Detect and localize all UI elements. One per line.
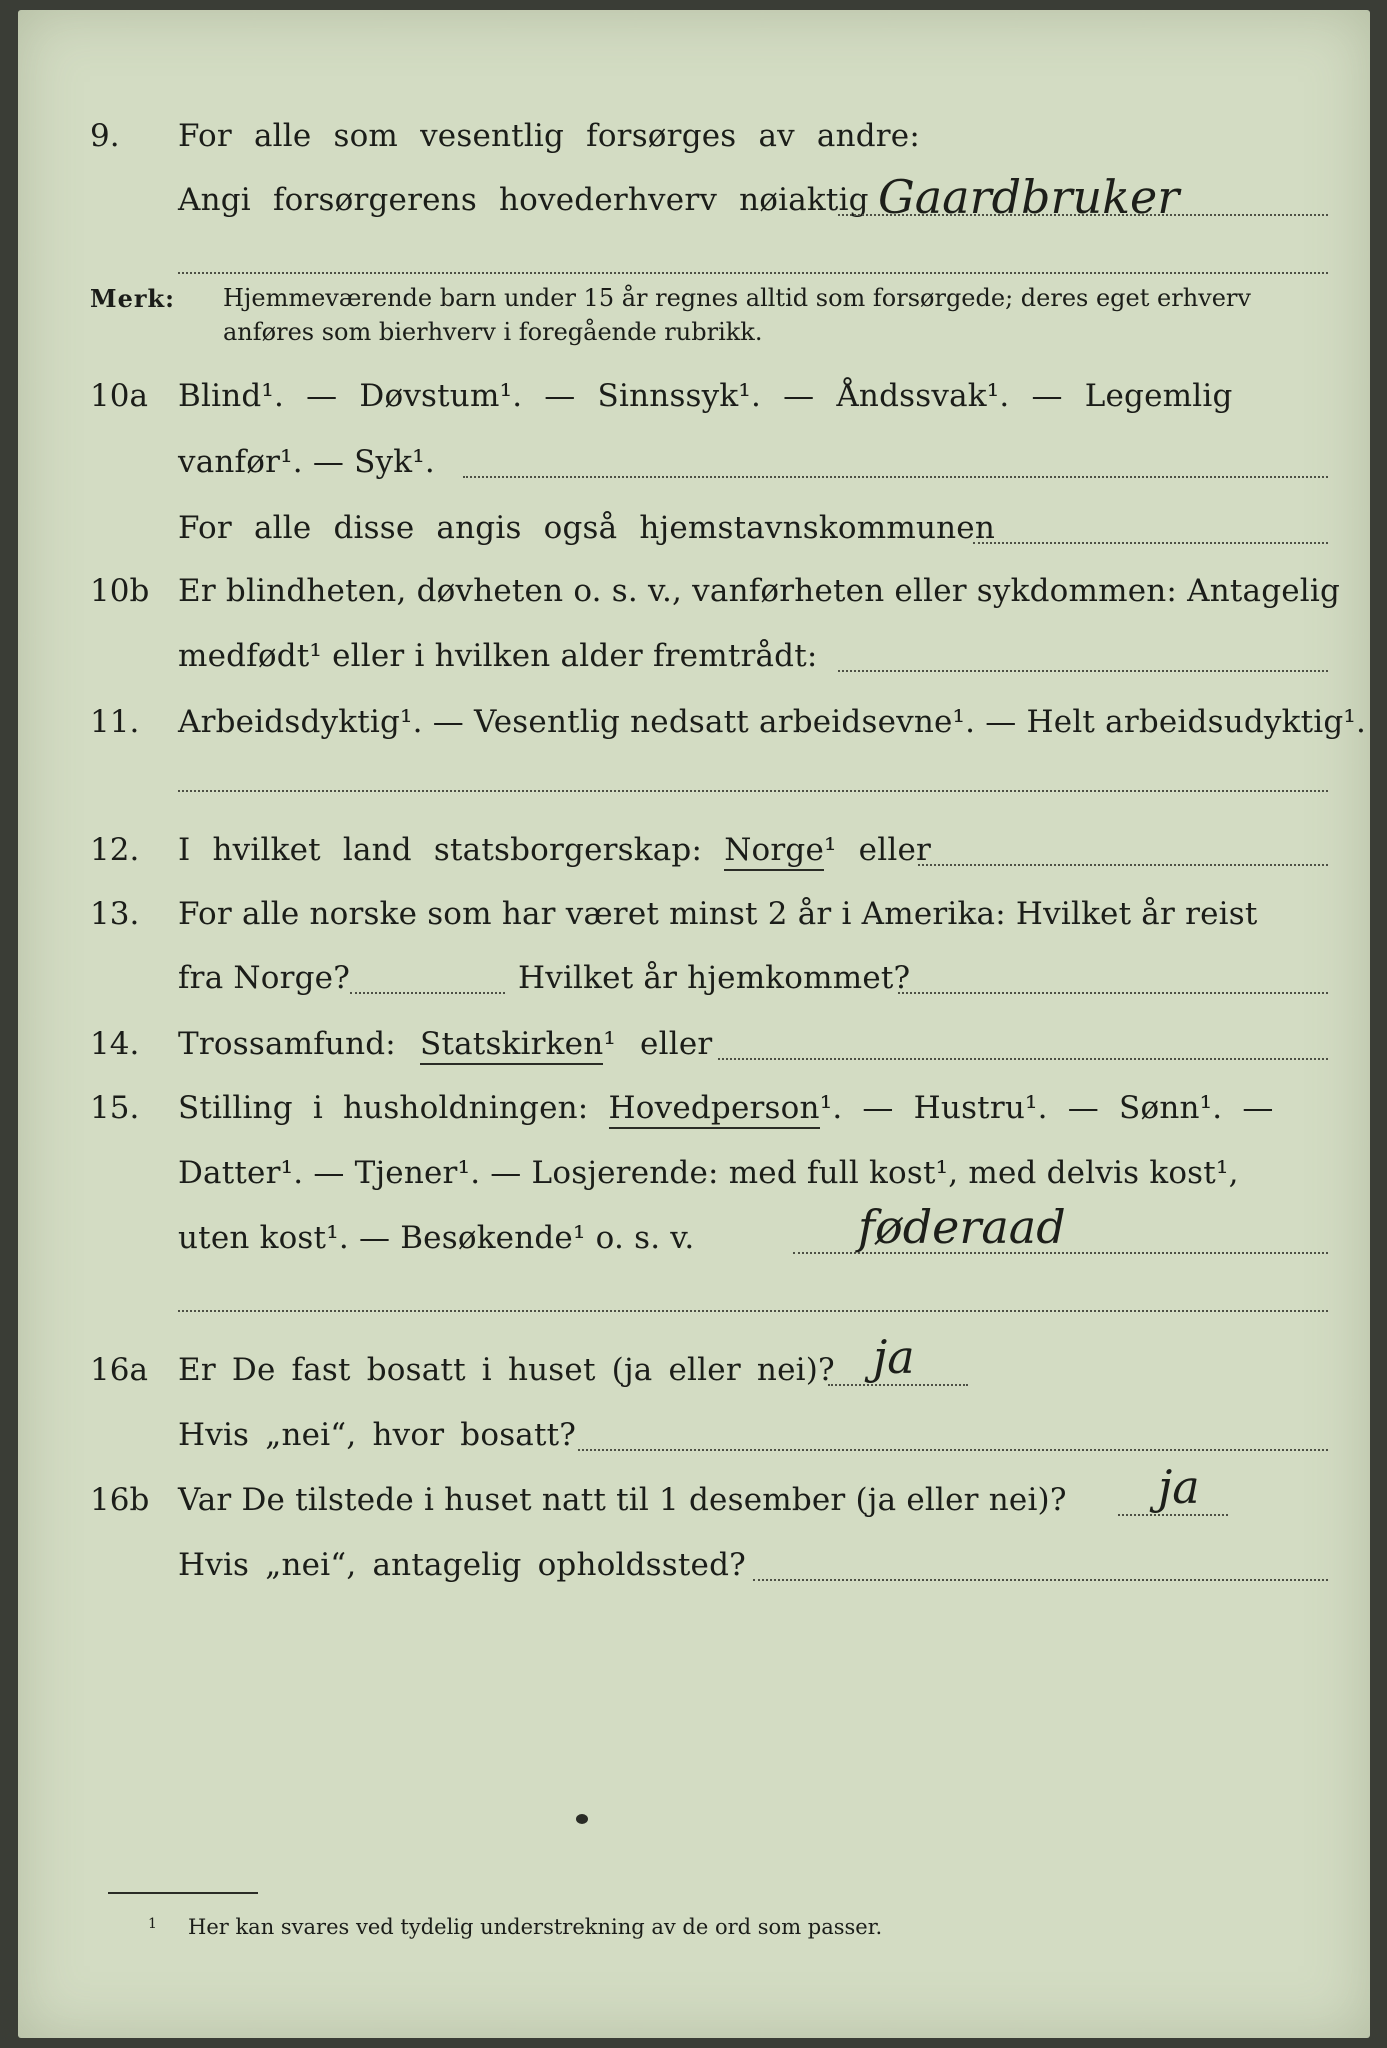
answer-line <box>838 670 1328 672</box>
note-text: Hjemmeværende barn under 15 år regnes alltid som forsørgede; deres eget erhverv <box>223 284 1251 312</box>
question-text: Hvis „nei“, hvor bosatt? <box>178 1417 577 1453</box>
question-text: Datter¹. — Tjener¹. — Losjerende: med full kost¹, med delvis kost¹, <box>178 1155 1239 1191</box>
question-number: 12. <box>90 832 140 868</box>
answer-line <box>1118 1514 1228 1516</box>
question-number: 16a <box>90 1352 148 1388</box>
question-text-prefix: Stilling i husholdningen: <box>178 1090 589 1126</box>
question-text: uten kost¹. — Besøkende¹ o. s. v. <box>178 1220 695 1256</box>
question-text: Blind¹. — Døvstum¹. — Sinnssyk¹. — Åndssvak¹. — Legemlig <box>178 378 1233 414</box>
answer-line <box>753 1579 1328 1581</box>
question-text-suffix: ¹ eller <box>603 1026 713 1062</box>
question-number: 14. <box>90 1026 140 1062</box>
note-label: Merk: <box>90 284 175 313</box>
question-number: 9. <box>90 118 120 154</box>
answer-line <box>828 1384 968 1386</box>
form-page <box>18 10 1370 2038</box>
question-number: 15. <box>90 1090 140 1126</box>
question-text: For alle som vesentlig forsørges av andre: <box>178 118 920 154</box>
answer-line <box>973 542 1328 544</box>
answer-line <box>718 1058 1328 1060</box>
question-text: Er De fast bosatt i huset (ja eller nei)? <box>178 1352 835 1388</box>
question-number: 11. <box>90 704 140 740</box>
handwritten-answer: Gaardbruker <box>878 170 1180 224</box>
answer-line <box>178 272 1328 274</box>
question-text-suffix: ¹. — Hustru¹. — Sønn¹. — <box>819 1090 1274 1126</box>
answer-line <box>918 864 1328 866</box>
handwritten-answer: føderaad <box>858 1200 1066 1254</box>
question-number: 10a <box>90 378 148 414</box>
question-text: Angi forsørgerens hovederhverv nøiaktig <box>178 182 869 218</box>
question-number: 16b <box>90 1482 150 1518</box>
question-text: Hvis „nei“, antagelig opholdssted? <box>178 1547 746 1583</box>
question-text: For alle disse angis også hjemstavnskommunen <box>178 510 995 546</box>
question-text: medfødt¹ eller i hvilken alder fremtrådt: <box>178 638 818 674</box>
ink-spot <box>576 1814 588 1824</box>
question-text: fra Norge? <box>178 960 351 996</box>
answer-line <box>178 1310 1328 1312</box>
footnote-mark: 1 <box>148 1916 157 1932</box>
question-text <box>178 1026 712 1062</box>
answer-line <box>350 992 505 994</box>
note-text: anføres som bierhverv i foregående rubrikk. <box>223 318 763 346</box>
question-text: Hvilket år hjemkommet? <box>518 960 911 996</box>
question-number: 13. <box>90 896 140 932</box>
footnote-rule <box>108 1892 258 1894</box>
question-number: 10b <box>90 573 150 609</box>
footnote-text: Her kan svares ved tydelig understrekning av de ord som passer. <box>188 1915 883 1939</box>
question-text-prefix: Trossamfund: <box>178 1026 396 1062</box>
answer-line <box>178 790 1328 792</box>
answer-line <box>898 992 1328 994</box>
answer-line <box>463 476 1328 478</box>
question-text-suffix: ¹ eller <box>824 832 932 868</box>
handwritten-answer: ja <box>1158 1460 1200 1514</box>
question-text: Arbeidsdyktig¹. — Vesentlig nedsatt arbeidsevne¹. — Helt arbeidsudyktig¹. <box>178 704 1367 740</box>
underlined-answer: Hovedperson <box>609 1090 820 1129</box>
question-text-prefix: I hvilket land statsborgerskap: <box>178 832 703 868</box>
question-text: For alle norske som har været minst 2 år i Amerika: Hvilket år reist <box>178 896 1258 932</box>
handwritten-answer: ja <box>873 1330 915 1384</box>
underlined-answer: Norge <box>724 832 824 871</box>
question-text <box>178 1090 1274 1126</box>
question-text: vanfør¹. — Syk¹. <box>178 444 435 480</box>
question-text <box>178 832 931 868</box>
underlined-answer: Statskirken <box>420 1026 603 1065</box>
answer-line <box>578 1449 1328 1451</box>
question-text: Var De tilstede i huset natt til 1 desember (ja eller nei)? <box>178 1482 1067 1518</box>
question-text: Er blindheten, døvheten o. s. v., vanførheten eller sykdommen: Antagelig <box>178 573 1341 609</box>
